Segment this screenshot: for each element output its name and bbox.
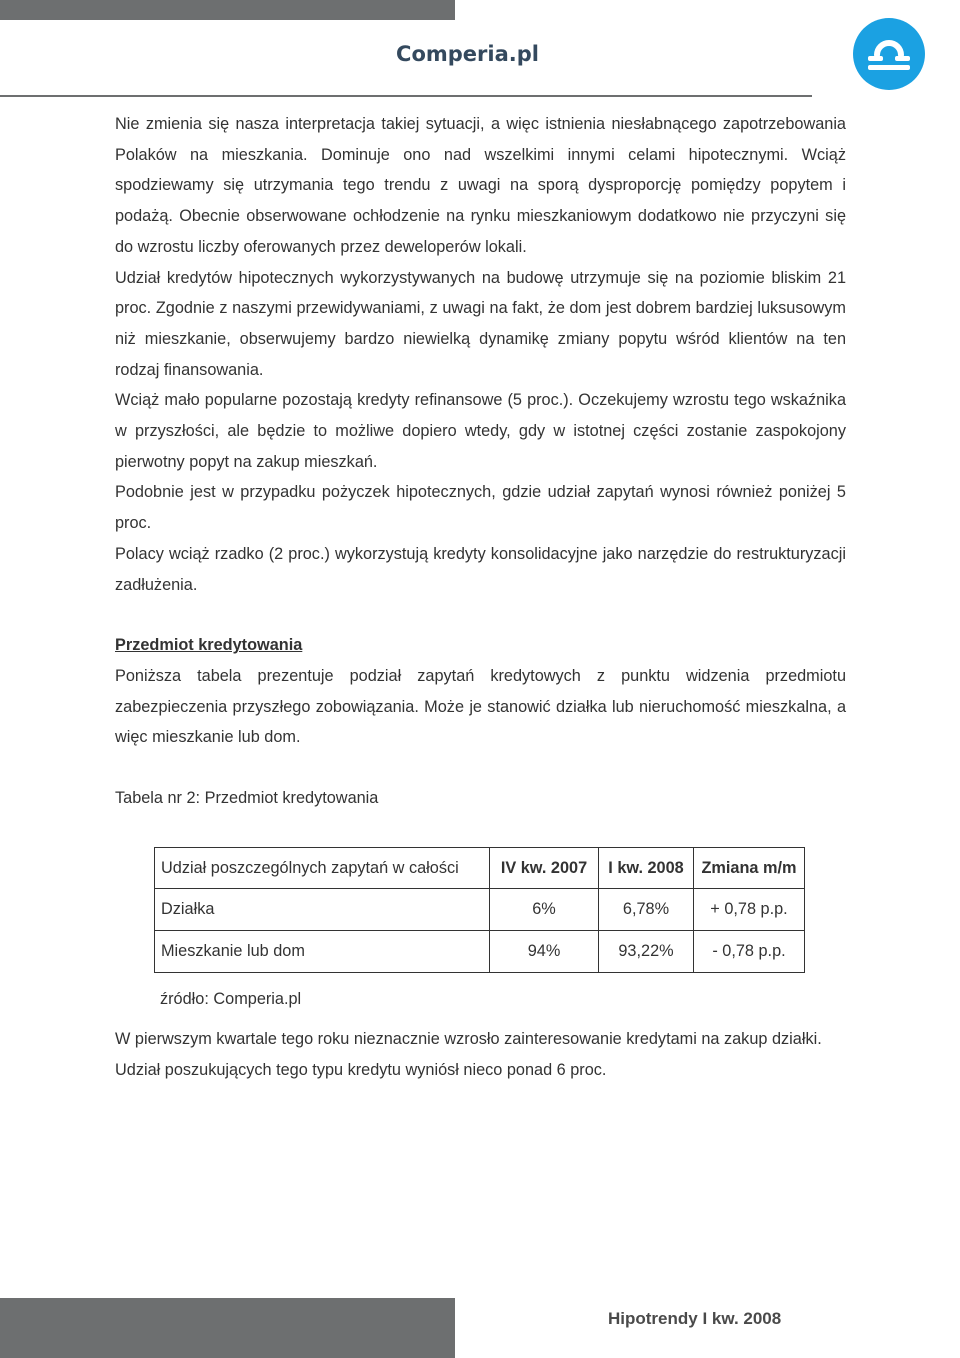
paragraph: Nie zmienia się nasza interpretacja takiej sytuacji, a więc istnienia niesłabnącego zapotrzebowania Polaków na mieszkania. Dominuje ono nad wszelkimi innymi celami hipotecznymi. Wciąż spodziewamy się utrzymania tego trendu z uwagi na sporą dysproporcję pomiędzy popytem i podażą. Obecnie obserwowane ochłodzenie na rynku mieszkaniowym dodatkowo nie przyczyni się do wzrostu liczby oferowanych przez deweloperów lokali. <box>115 115 846 256</box>
table-header-row <box>155 848 805 889</box>
table-cell: 93,22% <box>599 931 694 973</box>
table-caption: Tabela nr 2: Przedmiot kredytowania <box>115 789 379 808</box>
section-heading: Przedmiot kredytowania <box>115 636 303 655</box>
closing-content <box>115 1024 846 1085</box>
table-cell: Działka <box>155 889 490 931</box>
table-row <box>155 931 805 973</box>
table-cell: 6,78% <box>599 889 694 931</box>
paragraph: Polacy wciąż rzadko (2 proc.) wykorzystują kredyty konsolidacyjne jako narzędzie do restrukturyzacji zadłużenia. <box>115 544 846 594</box>
brand-title: Comperia.pl <box>396 42 539 66</box>
header-rule <box>0 95 812 97</box>
paragraph: Wciąż mało popularne pozostają kredyty refinansowe (5 proc.). Oczekujemy wzrostu tego wskaźnika w przyszłości, ale będzie to możliwe dopiero wtedy, gdy w istotnej części zostanie zaspokojony pierwotny popyt na zakup mieszkań. <box>115 391 846 471</box>
closing-paragraph: W pierwszym kwartale tego roku nieznacznie wzrosło zainteresowanie kredytami na zakup działki. Udział poszukujących tego typu kredytu wyniósł nieco ponad 6 proc. <box>115 1030 822 1079</box>
table-cell: 6% <box>490 889 599 931</box>
paragraph: Udział kredytów hipotecznych wykorzystywanych na budowę utrzymuje się na poziomie bliskim 21 proc. Zgodnie z naszymi przewidywaniami, z uwagi na fakt, że dom jest dobrem bardziej luksusowym niż mieszkanie, obserwujemy bardzo niewielką dynamikę zmiany popytu wśród klientów na ten rodzaj finansowania. <box>115 268 846 379</box>
header-cell: I kw. 2008 <box>599 848 694 889</box>
header-cell: Zmiana m/m <box>694 848 805 889</box>
section-intro: Poniższa tabela prezentuje podział zapytań kredytowych z punktu widzenia przedmiotu zabezpieczenia przyszłego zobowiązania. Może je stanowić działka lub nieruchomość mieszkalna, a więc mieszkanie lub dom. <box>115 666 846 747</box>
table-row <box>155 889 805 931</box>
header-cell: Udział poszczególnych zapytań w całości <box>155 848 490 889</box>
table-cell: + 0,78 p.p. <box>694 889 805 931</box>
table-cell: Mieszkanie lub dom <box>155 931 490 973</box>
paragraph: Podobnie jest w przypadku pożyczek hipotecznych, gdzie udział zapytań wynosi również poniżej 5 proc. <box>115 483 846 533</box>
libra-scales-icon <box>853 18 925 90</box>
data-table <box>154 847 805 973</box>
main-content <box>115 109 846 814</box>
footer-title: Hipotrendy I kw. 2008 <box>608 1309 782 1328</box>
table-cell: 94% <box>490 931 599 973</box>
header-cell: IV kw. 2007 <box>490 848 599 889</box>
bottom-bar <box>0 1298 455 1358</box>
top-bar <box>0 0 455 20</box>
table-source: źródło: Comperia.pl <box>160 990 302 1008</box>
table-cell: - 0,78 p.p. <box>694 931 805 973</box>
